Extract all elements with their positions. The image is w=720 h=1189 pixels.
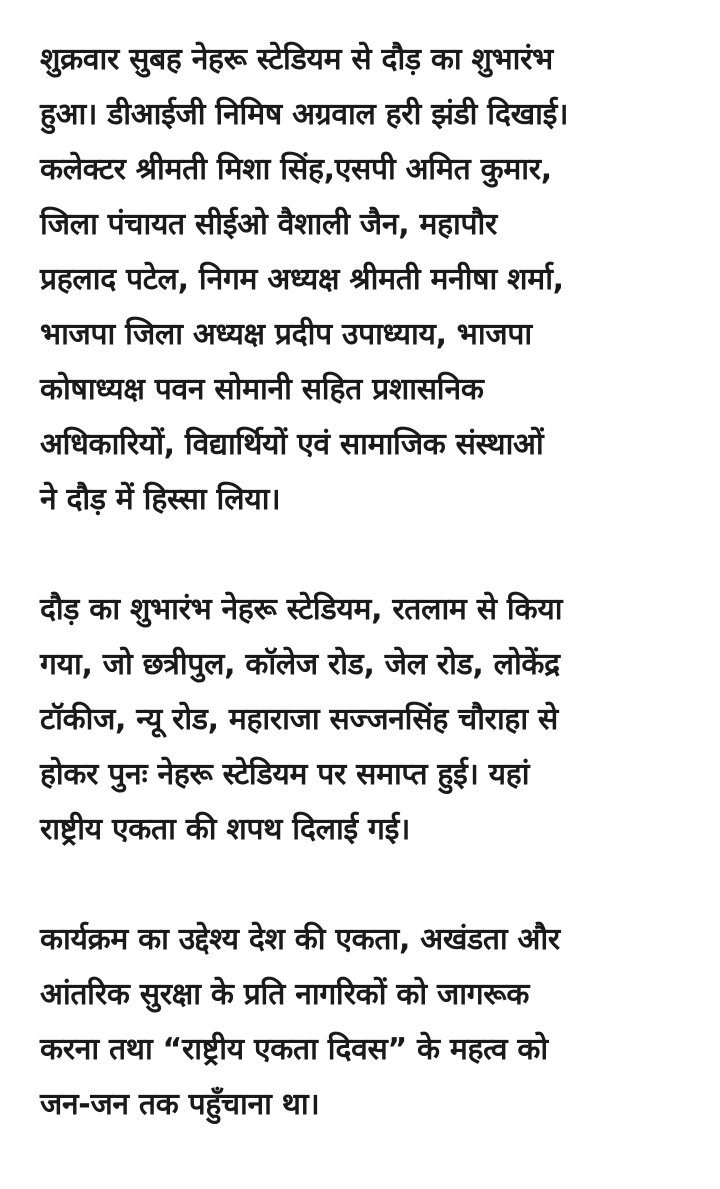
text-line: करना तथा “राष्ट्रीय एकता दिवस” के महत्व को bbox=[40, 1032, 548, 1067]
text-line: राष्ट्रीय एकता की शपथ दिलाई गई। bbox=[40, 812, 411, 847]
text-line: कोषाध्यक्ष पवन सोमानी सहित प्रशासनिक bbox=[40, 372, 484, 407]
text-line: प्रहलाद पटेल, निगम अध्यक्ष श्रीमती मनीषा शर्मा, bbox=[40, 262, 564, 297]
paragraph-2 bbox=[40, 582, 690, 857]
text-line: शुक्रवार सुबह नेहरू स्टेडियम से दौड़ का शुभारंभ bbox=[40, 42, 553, 77]
article-body bbox=[40, 32, 690, 1132]
text-line: टॉकीज, न्यू रोड, महाराजा सज्जनसिंह चौराहा से bbox=[40, 702, 558, 737]
text-line: कार्यक्रम का उद्देश्य देश की एकता, अखंडता और bbox=[40, 922, 560, 957]
text-line: भाजपा जिला अध्यक्ष प्रदीप उपाध्याय, भाजपा bbox=[40, 317, 532, 352]
text-line: गया, जो छत्रीपुल, कॉलेज रोड, जेल रोड, लोकेंद्र bbox=[40, 647, 560, 682]
text-line: अधिकारियों, विद्यार्थियों एवं सामाजिक संस्थाओं bbox=[40, 427, 544, 462]
text-line: होकर पुनः नेहरू स्टेडियम पर समाप्त हुई। यहां bbox=[40, 757, 530, 792]
text-line: दौड़ का शुभारंभ नेहरू स्टेडियम, रतलाम से किया bbox=[40, 592, 563, 627]
text-line: जिला पंचायत सीईओ वैशाली जैन, महापौर bbox=[40, 207, 497, 242]
text-line: कलेक्टर श्रीमती मिशा सिंह,एसपी अमित कुमार, bbox=[40, 152, 552, 187]
text-line: जन-जन तक पहुँचाना था। bbox=[40, 1087, 320, 1122]
text-line: आंतरिक सुरक्षा के प्रति नागरिकों को जागरूक bbox=[40, 977, 530, 1012]
paragraph-3 bbox=[40, 912, 690, 1132]
text-line: ने दौड़ में हिस्सा लिया। bbox=[40, 482, 281, 517]
paragraph-1 bbox=[40, 32, 690, 527]
text-line: हुआ। डीआईजी निमिष अग्रवाल हरी झंडी दिखाई। bbox=[40, 97, 569, 132]
